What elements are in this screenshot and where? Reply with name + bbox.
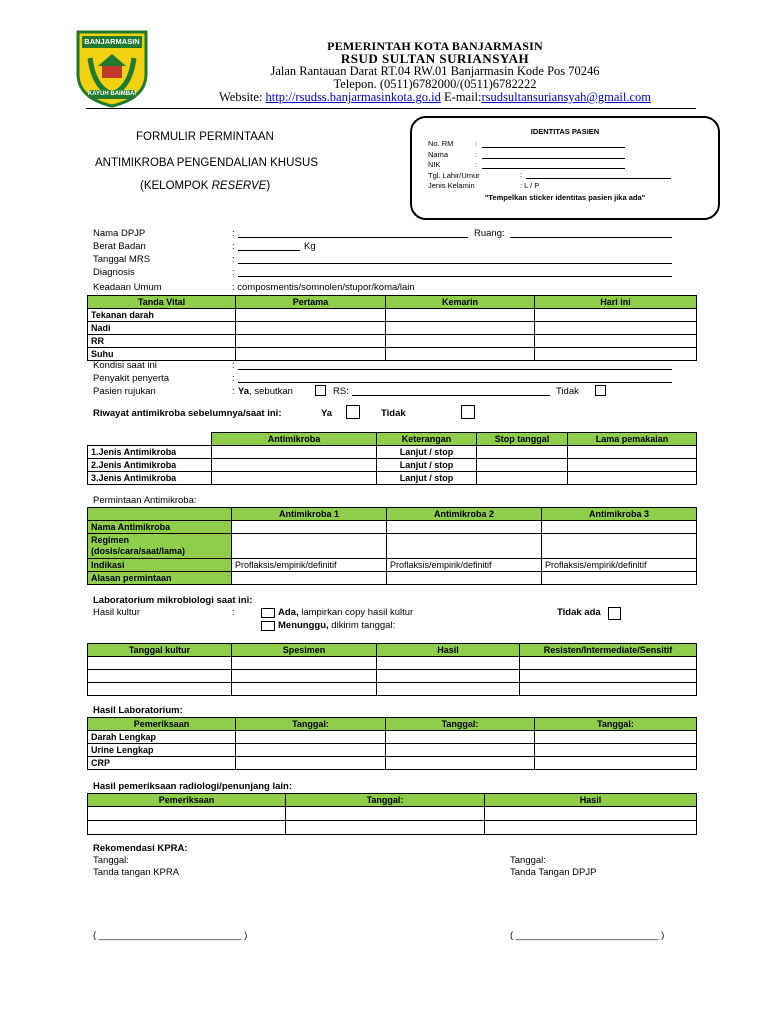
header-phone: Telepon. (0511)6782000/(0511)6782222 bbox=[333, 77, 537, 91]
identity-no-rm-colon: : bbox=[475, 139, 478, 148]
table-cell[interactable] bbox=[520, 670, 697, 683]
table-cell[interactable] bbox=[535, 322, 697, 335]
kultur-header-tanggal: Tanggal kultur bbox=[88, 644, 232, 657]
form-title-suffix: ) bbox=[266, 180, 271, 192]
table-row bbox=[88, 459, 697, 472]
permintaan-row-label bbox=[88, 534, 232, 559]
rujukan-rs-field[interactable] bbox=[352, 395, 550, 396]
kpra-signature-line[interactable]: ( ___________________________ ) bbox=[93, 930, 248, 941]
kondisi-colon: : bbox=[232, 360, 235, 371]
riwayat-row-label: 2.Jenis Antimikroba bbox=[88, 459, 212, 472]
table-cell[interactable] bbox=[386, 335, 535, 348]
rujukan-label: Pasien rujukan bbox=[93, 386, 156, 397]
dpjp-signature-line[interactable]: ( ___________________________ ) bbox=[510, 930, 665, 941]
kultur-header-spesimen: Spesimen bbox=[232, 644, 377, 657]
riwayat-header-antimikroba: Antimikroba bbox=[212, 433, 377, 446]
table-cell[interactable] bbox=[535, 335, 697, 348]
permintaan-regimen-sub: (dosis/cara/saat/lama) bbox=[91, 546, 186, 556]
table-cell[interactable] bbox=[542, 521, 697, 534]
riwayat-ket[interactable]: Lanjut / stop bbox=[377, 459, 477, 472]
riwayat-ket[interactable]: Lanjut / stop bbox=[377, 446, 477, 459]
permintaan-header-2: Antimikroba 2 bbox=[387, 508, 542, 521]
patient-identity-box bbox=[410, 116, 720, 220]
table-cell[interactable] bbox=[212, 459, 377, 472]
identity-title: IDENTITAS PASIEN bbox=[530, 127, 600, 136]
identity-nama-label: Nama bbox=[428, 149, 449, 159]
table-cell[interactable] bbox=[236, 731, 386, 744]
permintaan-header-1: Antimikroba 1 bbox=[232, 508, 387, 521]
kultur-header-hasil: Hasil bbox=[377, 644, 520, 657]
vital-row-label: Nadi bbox=[88, 322, 236, 335]
dpjp-label: Nama DPJP bbox=[93, 228, 146, 239]
table-cell[interactable] bbox=[485, 807, 697, 821]
table-cell[interactable] bbox=[568, 446, 697, 459]
table-cell[interactable] bbox=[520, 683, 697, 696]
table-cell[interactable] bbox=[387, 534, 542, 559]
table-cell[interactable] bbox=[232, 657, 377, 670]
identity-sticker-note: "Tempelkan sticker identitas pasien jika ada" bbox=[484, 193, 646, 202]
ruang-field[interactable] bbox=[510, 237, 672, 238]
kultur-tidak-ada-checkbox[interactable] bbox=[608, 607, 621, 620]
table-cell[interactable] bbox=[387, 572, 542, 585]
table-cell[interactable] bbox=[88, 683, 232, 696]
table-cell[interactable] bbox=[232, 572, 387, 585]
table-cell[interactable] bbox=[535, 309, 697, 322]
riwayat-label: Riwayat antimikroba sebelumnya/saat ini: bbox=[93, 408, 282, 419]
table-cell[interactable] bbox=[535, 757, 697, 770]
penyerta-label: Penyakit penyerta bbox=[93, 373, 170, 384]
permintaan-row-label: Indikasi bbox=[88, 559, 232, 572]
lab-kultur-label: Hasil kultur bbox=[93, 607, 140, 618]
riwayat-ya-label: Ya bbox=[321, 408, 333, 419]
table-cell[interactable] bbox=[535, 348, 697, 361]
hasil-lab-row-label: CRP bbox=[88, 757, 236, 770]
rekomendasi-label: Rekomendasi KPRA: bbox=[93, 843, 188, 854]
table-cell[interactable] bbox=[286, 821, 485, 835]
hasil-lab-header-tanggal: Tanggal: bbox=[535, 718, 697, 731]
indikasi-options[interactable]: Proflaksis/empirik/definitif bbox=[387, 559, 542, 572]
table-cell[interactable] bbox=[386, 731, 535, 744]
identity-tgl-colon: : bbox=[520, 170, 523, 179]
table-cell[interactable] bbox=[236, 309, 386, 322]
vital-header-yesterday: Kemarin bbox=[386, 296, 535, 309]
vital-row-label: Suhu bbox=[88, 348, 236, 361]
hasil-lab-table bbox=[87, 717, 697, 770]
indikasi-options[interactable]: Proflaksis/empirik/definitif bbox=[232, 559, 387, 572]
identity-tgl-label: Tgl. Lahir/Umur bbox=[428, 170, 480, 180]
table-cell[interactable] bbox=[212, 472, 377, 485]
table-row bbox=[88, 757, 697, 770]
indikasi-options[interactable]: Proflaksis/empirik/definitif bbox=[542, 559, 697, 572]
table-cell[interactable] bbox=[236, 322, 386, 335]
radiologi-table bbox=[87, 793, 697, 835]
kultur-menunggu-label: Menunggu, bbox=[278, 620, 329, 631]
bb-colon: : bbox=[232, 241, 235, 252]
vital-signs-table bbox=[87, 295, 697, 361]
table-cell[interactable] bbox=[386, 309, 535, 322]
table-row bbox=[88, 534, 697, 559]
header-address: Jalan Rantauan Darat RT.04 RW.01 Banjarmasin Kode Pos 70246 bbox=[270, 64, 600, 78]
table-cell[interactable] bbox=[212, 446, 377, 459]
table-cell[interactable] bbox=[542, 534, 697, 559]
identity-nama-field[interactable] bbox=[482, 158, 625, 159]
logo-text-bottom: KAYUH BAIMBAI bbox=[87, 91, 137, 97]
table-cell[interactable] bbox=[377, 683, 520, 696]
radiologi-header-pemeriksaan: Pemeriksaan bbox=[88, 794, 286, 807]
riwayat-header-lama: Lama pemakaian bbox=[568, 433, 697, 446]
permintaan-header-blank bbox=[88, 508, 232, 521]
diagnosis-field[interactable] bbox=[238, 276, 672, 277]
identity-tgl-field[interactable] bbox=[526, 178, 671, 179]
table-cell[interactable] bbox=[477, 446, 568, 459]
table-row bbox=[88, 683, 697, 696]
radiologi-header-tanggal: Tanggal: bbox=[286, 794, 485, 807]
riwayat-tidak-checkbox[interactable] bbox=[461, 405, 475, 419]
form-title-prefix: (KELOMPOK bbox=[140, 180, 212, 192]
ttd-dpjp-label: Tanda Tangan DPJP bbox=[510, 867, 597, 878]
penyerta-colon: : bbox=[232, 373, 235, 384]
hasil-lab-header-pemeriksaan: Pemeriksaan bbox=[88, 718, 236, 731]
keadaan-label: Keadaan Umum bbox=[93, 282, 162, 293]
keadaan-value: : composmentis/somnolen/stupor/koma/lain bbox=[232, 282, 415, 293]
table-row bbox=[88, 572, 697, 585]
lab-label: Laboratorium mikrobiologi saat ini: bbox=[93, 595, 253, 606]
table-cell[interactable] bbox=[477, 459, 568, 472]
penyerta-field[interactable] bbox=[238, 382, 672, 383]
identity-nik-label: NIK bbox=[428, 160, 441, 169]
riwayat-header-keterangan: Keterangan bbox=[377, 433, 477, 446]
table-cell[interactable] bbox=[387, 521, 542, 534]
table-cell[interactable] bbox=[236, 744, 386, 757]
table-row bbox=[88, 731, 697, 744]
hasil-lab-row-label: Darah Lengkap bbox=[88, 731, 236, 744]
permintaan-row-label: Alasan permintaan bbox=[88, 572, 232, 585]
hasil-lab-header-tanggal: Tanggal: bbox=[386, 718, 535, 731]
table-row bbox=[88, 559, 697, 572]
table-cell[interactable] bbox=[520, 657, 697, 670]
hasil-lab-row-label: Urine Lengkap bbox=[88, 744, 236, 757]
bb-label: Berat Badan bbox=[93, 241, 146, 252]
table-cell[interactable] bbox=[286, 807, 485, 821]
table-row bbox=[88, 821, 697, 835]
identity-no-rm-label: No. RM bbox=[428, 139, 454, 148]
identity-jk-value: : L / P bbox=[520, 181, 540, 190]
table-row bbox=[88, 309, 697, 322]
table-row bbox=[88, 472, 697, 485]
table-cell[interactable] bbox=[377, 670, 520, 683]
riwayat-table bbox=[87, 432, 697, 485]
table-cell[interactable] bbox=[377, 657, 520, 670]
identity-nama-colon: : bbox=[475, 149, 478, 159]
table-row bbox=[88, 446, 697, 459]
kondisi-field[interactable] bbox=[238, 369, 672, 370]
table-row bbox=[88, 521, 697, 534]
header-hospital: RSUD SULTAN SURIANSYAH bbox=[340, 51, 530, 66]
radiologi-header-hasil: Hasil bbox=[485, 794, 697, 807]
table-cell[interactable] bbox=[88, 821, 286, 835]
kultur-header-ris: Resisten/Intermediate/Sensitif bbox=[520, 644, 697, 657]
table-cell[interactable] bbox=[232, 670, 377, 683]
rujukan-rs-label: RS: bbox=[333, 386, 349, 397]
mrs-field[interactable] bbox=[238, 263, 672, 264]
table-row bbox=[88, 807, 697, 821]
hasil-lab-label: Hasil Laboratorium: bbox=[93, 705, 183, 716]
identity-nik-field[interactable] bbox=[482, 168, 625, 169]
rujukan-colon: : bbox=[232, 386, 235, 397]
rujukan-tidak-label: Tidak bbox=[556, 386, 579, 397]
permintaan-header-3: Antimikroba 3 bbox=[542, 508, 697, 521]
website-link[interactable]: http://rsudss.banjarmasinkota.go.id bbox=[265, 90, 441, 104]
diagnosis-label: Diagnosis bbox=[93, 267, 135, 278]
ttd-kpra-label: Tanda tangan KPRA bbox=[93, 867, 180, 878]
table-cell[interactable] bbox=[535, 744, 697, 757]
kultur-menunggu-rest: dikirim tanggal: bbox=[328, 620, 396, 631]
ruang-label: Ruang: bbox=[474, 228, 505, 239]
table-cell[interactable] bbox=[568, 459, 697, 472]
permintaan-label: Permintaan Antimikroba: bbox=[93, 495, 197, 506]
rujukan-sebutkan-label: , sebutkan bbox=[249, 386, 293, 397]
table-cell[interactable] bbox=[236, 757, 386, 770]
diagnosis-colon: : bbox=[232, 267, 235, 278]
vital-header-today: Hari ini bbox=[535, 296, 697, 309]
mrs-label: Tanggal MRS bbox=[93, 254, 151, 265]
table-cell[interactable] bbox=[232, 534, 387, 559]
rekomendasi-tanggal-right: Tanggal: bbox=[510, 855, 546, 866]
permintaan-row-label: Nama Antimikroba bbox=[88, 521, 232, 534]
riwayat-ket[interactable]: Lanjut / stop bbox=[377, 472, 477, 485]
bb-unit: Kg bbox=[304, 241, 316, 252]
kultur-tidak-ada-label: Tidak ada bbox=[557, 607, 601, 618]
form-title-line3 bbox=[140, 180, 270, 192]
table-cell[interactable] bbox=[236, 348, 386, 361]
rujukan-ya-label: Ya bbox=[238, 386, 250, 397]
bb-field[interactable] bbox=[238, 250, 300, 251]
table-cell[interactable] bbox=[386, 322, 535, 335]
lab-kultur-colon: : bbox=[232, 607, 235, 618]
table-cell[interactable] bbox=[88, 807, 286, 821]
table-cell[interactable] bbox=[236, 335, 386, 348]
email-label: E-mail: bbox=[440, 90, 482, 104]
table-row bbox=[88, 670, 697, 683]
form-title-line1: FORMULIR PERMINTAAN bbox=[136, 131, 274, 143]
table-row bbox=[88, 322, 697, 335]
table-row bbox=[88, 348, 697, 361]
header-government: PEMERINTAH KOTA BANJARMASIN bbox=[327, 39, 543, 53]
vital-header-sign: Tanda Vital bbox=[88, 296, 236, 309]
table-cell[interactable] bbox=[542, 572, 697, 585]
vital-row-label: RR bbox=[88, 335, 236, 348]
table-cell[interactable] bbox=[568, 472, 697, 485]
identity-no-rm-field[interactable] bbox=[482, 147, 625, 148]
table-cell[interactable] bbox=[535, 731, 697, 744]
table-cell[interactable] bbox=[477, 472, 568, 485]
form-title-line2: ANTIMIKROBA PENGENDALIAN KHUSUS bbox=[95, 157, 319, 169]
dpjp-field[interactable] bbox=[238, 237, 468, 238]
kultur-ada-checkbox[interactable] bbox=[261, 608, 275, 618]
riwayat-header-stop: Stop tanggal bbox=[477, 433, 568, 446]
header-contacts bbox=[150, 90, 720, 105]
riwayat-header-blank bbox=[88, 433, 212, 446]
kultur-table bbox=[87, 643, 697, 696]
kultur-menunggu-checkbox[interactable] bbox=[261, 621, 275, 631]
website-label: Website: bbox=[218, 90, 266, 104]
dpjp-colon: : bbox=[232, 228, 235, 239]
kultur-ada-rest: lampirkan copy hasil kultur bbox=[298, 607, 414, 618]
mrs-colon: : bbox=[232, 254, 235, 265]
table-cell[interactable] bbox=[386, 744, 535, 757]
table-cell[interactable] bbox=[485, 821, 697, 835]
radiologi-label: Hasil pemeriksaan radiologi/penunjang lain: bbox=[93, 781, 293, 792]
permintaan-table bbox=[87, 507, 697, 585]
table-cell[interactable] bbox=[232, 683, 377, 696]
table-cell[interactable] bbox=[88, 670, 232, 683]
header-divider bbox=[86, 108, 696, 109]
vital-header-first: Pertama bbox=[236, 296, 386, 309]
form-title-reserve: RESERVE bbox=[211, 180, 267, 192]
riwayat-ya-checkbox[interactable] bbox=[346, 405, 360, 419]
rujukan-ya-checkbox[interactable] bbox=[315, 385, 326, 396]
table-cell[interactable] bbox=[386, 757, 535, 770]
table-row bbox=[88, 657, 697, 670]
identity-nik-colon: : bbox=[475, 160, 478, 169]
email-link[interactable]: rsudsultansuriansyah@gmail.com bbox=[481, 90, 651, 104]
table-cell[interactable] bbox=[232, 521, 387, 534]
identity-jk-label: Jenis Kelamin bbox=[428, 181, 475, 190]
hasil-lab-header-tanggal: Tanggal: bbox=[236, 718, 386, 731]
rekomendasi-tanggal-left: Tanggal: bbox=[93, 855, 129, 866]
riwayat-row-label: 1.Jenis Antimikroba bbox=[88, 446, 212, 459]
logo-text-top: BANJARMASIN bbox=[84, 37, 140, 46]
table-cell[interactable] bbox=[386, 348, 535, 361]
kultur-ada-label: Ada, bbox=[278, 607, 299, 618]
riwayat-tidak-label: Tidak bbox=[381, 408, 406, 419]
rujukan-tidak-checkbox[interactable] bbox=[595, 385, 606, 396]
kondisi-label: Kondisi saat ini bbox=[93, 360, 157, 371]
table-row bbox=[88, 744, 697, 757]
riwayat-row-label: 3.Jenis Antimikroba bbox=[88, 472, 212, 485]
table-cell[interactable] bbox=[88, 657, 232, 670]
table-row bbox=[88, 335, 697, 348]
vital-row-label: Tekanan darah bbox=[88, 309, 236, 322]
permintaan-regimen-label: Regimen bbox=[91, 535, 130, 545]
